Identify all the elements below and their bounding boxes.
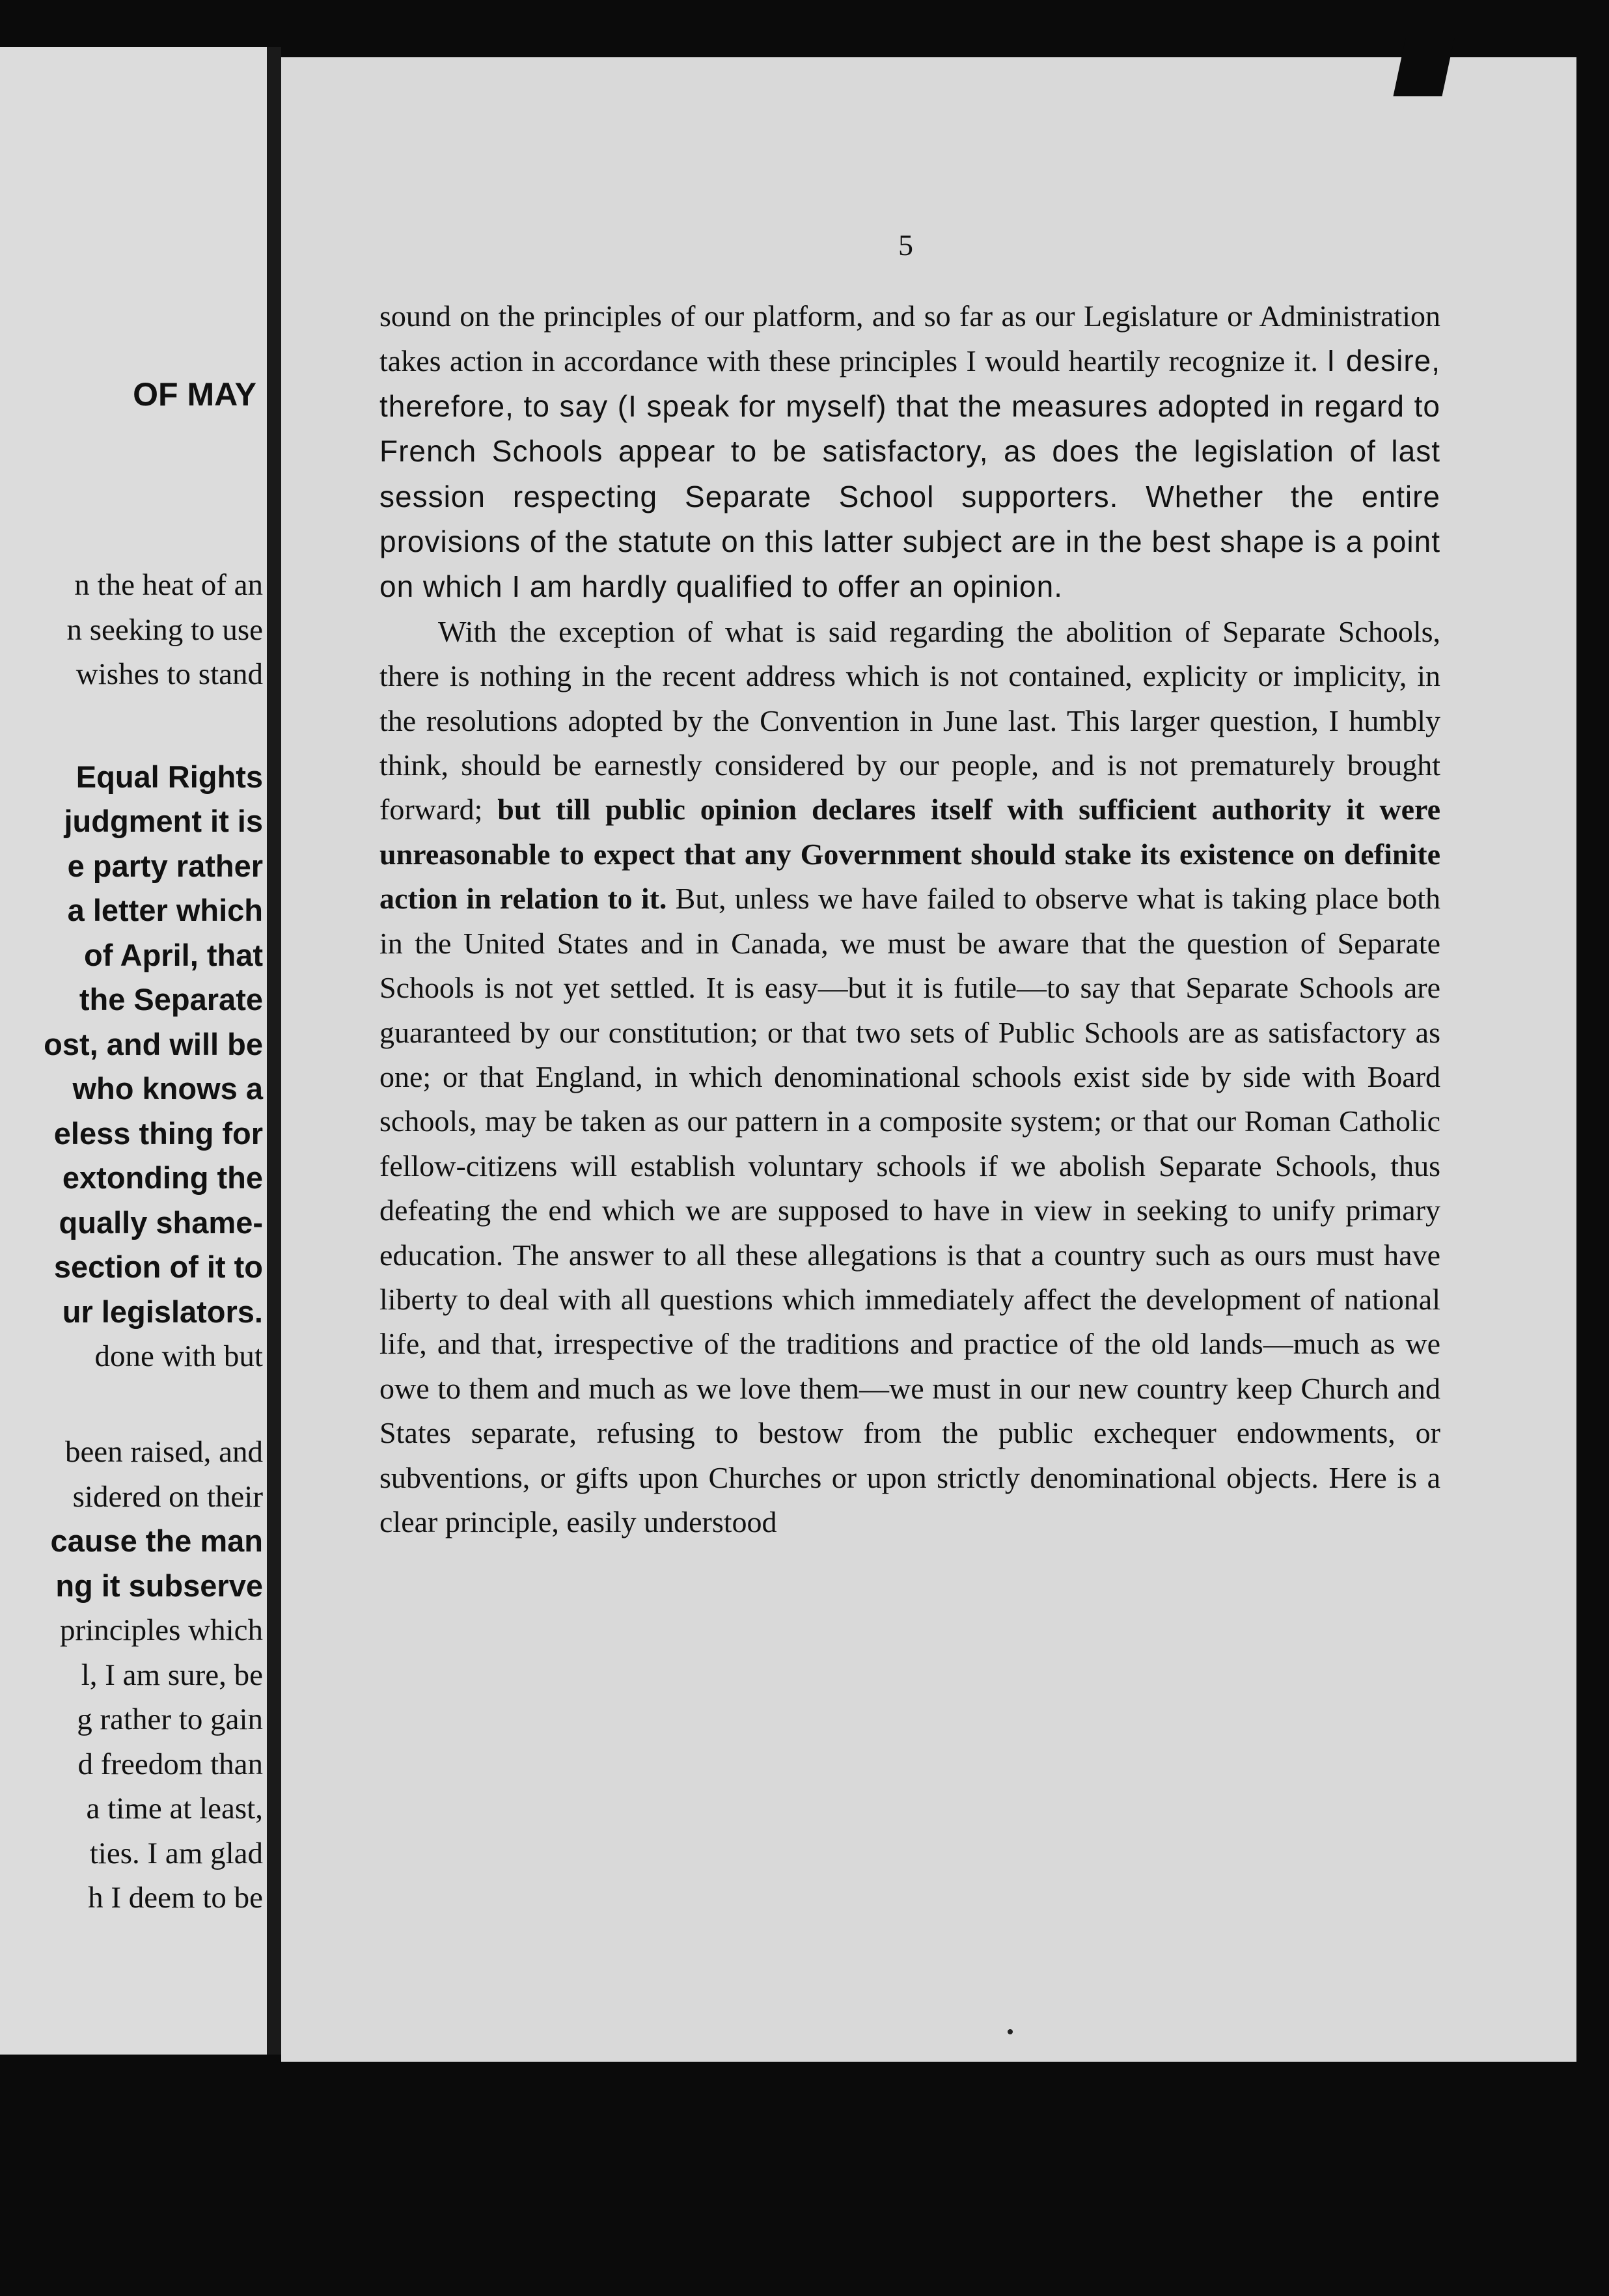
left-page-line: ur legislators. xyxy=(62,1294,263,1329)
left-page-line: cause the man xyxy=(50,1524,263,1558)
left-page-line: sidered on their xyxy=(72,1480,263,1514)
page-number: 5 xyxy=(898,228,913,262)
left-page-line: extonding the xyxy=(62,1160,263,1195)
left-page-heading: OF MAY xyxy=(133,376,256,413)
left-page-line: ties. I am glad xyxy=(89,1837,263,1870)
paragraph-2-part-1: With the exception of what is said regarding the abolition of Separate Schools, there is nothing in the recent address which is not contained, explicity or implicity, in the resolutions adopted by the Convention in June last. This larger question, I humbly think, should be earnestly considered by our people, and is not prematurely brought forward; xyxy=(379,614,1440,827)
left-page-line: l, I am sure, be xyxy=(81,1658,263,1692)
bottom-dot xyxy=(1008,2029,1013,2034)
page-gutter xyxy=(267,47,281,2055)
left-page-line: g rather to gain xyxy=(77,1702,263,1736)
left-page-line: n the heat of an xyxy=(74,568,263,602)
left-facing-page xyxy=(0,47,267,2055)
paragraph-1 xyxy=(379,294,1440,610)
left-page-line: of April, that xyxy=(83,938,263,972)
left-page-line: ost, and will be xyxy=(44,1027,263,1061)
paragraph-2 xyxy=(379,610,1440,1545)
left-page-line: ng it subserve xyxy=(55,1568,263,1603)
left-page-line: wishes to stand xyxy=(76,657,263,691)
left-page-line: the Separate xyxy=(79,982,263,1017)
left-page-line: a letter which xyxy=(67,893,263,927)
left-page-line: judgment it is xyxy=(64,804,263,838)
left-page-line: d freedom than xyxy=(77,1747,263,1781)
paragraph-1-serif: sound on the principles of our platform, and so far as our Legislature or Administration takes action in accordance with these principles I would heartily recognize it. xyxy=(379,299,1440,378)
left-page-line: done with but xyxy=(94,1339,263,1373)
left-page-line: qually shame- xyxy=(59,1205,263,1240)
left-page-line: eless thing for xyxy=(53,1116,263,1151)
left-page-line: section of it to xyxy=(53,1250,263,1284)
left-page-line: e party rather xyxy=(67,849,263,883)
paragraph-1-sans: I desire, therefore, to say (I speak for myself) that the measures adopted in regard to French Schools appear to be satisfactory, as does the legislation of last session respecting Separate School supporters. Whether the entire provisions of the statute on this latter subject are in the best shape is a point on which I am hardly qualified to offer an opinion. xyxy=(379,344,1440,604)
paragraph-2-part-3: But, unless we have failed to observe what is taking place both in the United States and in Canada, we must be aware that the question of Separate Schools is not yet settled. It is easy—but it is futile—to say that Separate Schools are guaranteed by our constitution; or that two sets of Public Schools are as satisfactory as one; or that England, in which denominational schools exist side by side with Board schools, may be taken as our pattern in a composite system; or that our Roman Catholic fellow-citizens will establish voluntary schools if we abolish Separate Schools, thus defeating the end which we are supposed to have in view in seeking to unify primary education. The answer to all these allegations is that a country such as ours must have liberty to deal with all questions which immediately affect the development of national life, and that, irrespective of the traditions and practice of the old lands—much as we owe to them and much as we love them—we must in our new country keep Church and States separate, refusing to bestow from the public exchequer endowments, or subventions, or gifts upon Churches or upon strictly denominational objects. Here is a clear principle, easily understood xyxy=(379,882,1441,1538)
paragraph-2-bold: but till public opinion declares itself with sufficient authority it were unreasonable to expect that any Government should stake its existence on definite action in relation to it. xyxy=(379,793,1440,916)
left-page-line: h I deem to be xyxy=(88,1881,263,1915)
body-text xyxy=(379,294,1440,1544)
left-page-line: principles which xyxy=(60,1613,263,1647)
left-page-line: who knows a xyxy=(72,1071,263,1106)
left-page-line: Equal Rights xyxy=(76,759,263,794)
left-page-line: n seeking to use xyxy=(66,613,263,647)
left-page-line: a time at least, xyxy=(86,1792,263,1825)
left-page-line: been raised, and xyxy=(64,1435,263,1469)
